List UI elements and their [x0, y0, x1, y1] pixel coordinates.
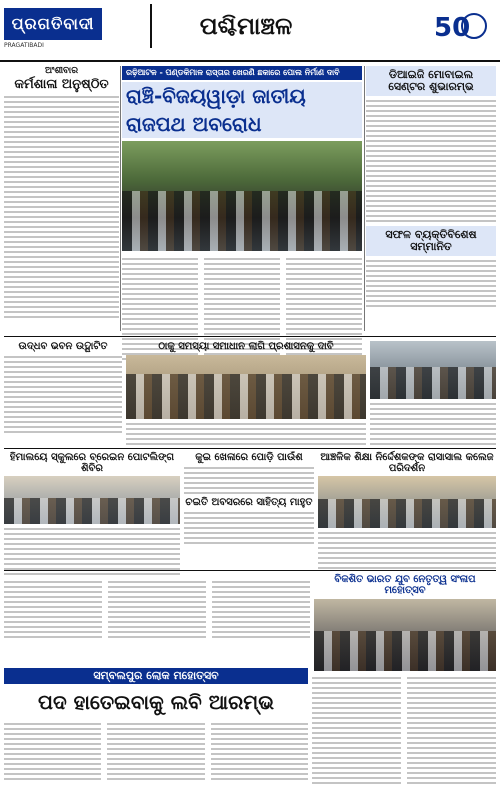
right-story-body [366, 100, 496, 222]
masthead [0, 0, 500, 62]
college-visit-photo[interactable] [318, 476, 496, 528]
left-story-body [4, 96, 119, 318]
bottom-right-story [312, 670, 496, 782]
blockade-photo[interactable] [122, 141, 362, 251]
edition-title: ପଶ୍ଚିମାଞ୍ଚଳ [150, 4, 340, 48]
logo-subtitle: PRAGATIBADI [4, 42, 44, 49]
row-three [4, 448, 496, 568]
svg-text:50: 50 [434, 13, 471, 43]
bottom-story-body [4, 720, 308, 782]
newspaper-logo[interactable]: ପ୍ରଗତିବାଦୀ [4, 8, 102, 40]
fire-story [184, 452, 314, 547]
demand-photo[interactable] [126, 355, 366, 419]
college-visit-story [318, 452, 496, 572]
felicitation-photo[interactable] [370, 341, 496, 399]
demand-headline[interactable]: ଠାକୁ ସମସ୍ୟା ସମାଧାନ ଲାଗି ପ୍ରଶାସନକୁ ଦାବି [158, 341, 334, 352]
row4-left-text [4, 574, 310, 641]
brain-camp-photo[interactable] [4, 476, 180, 524]
demand-story [126, 341, 366, 448]
uddhab-headline[interactable]: ଉଦ୍ଧବ ଭବନ ଉଦ୍ଘାଟିତ [18, 341, 108, 352]
left-story [4, 66, 119, 331]
college-visit-headline[interactable]: ଆଞ୍ଚଳିକ ଶିକ୍ଷା ନିର୍ଦ୍ଦେଶକଙ୍କ ରାସାସାଲ କଲେଜ ପରିଦର୍ଶନ [320, 452, 494, 474]
anniversary-logo-icon [430, 6, 490, 46]
sambalpur-festival-strip: ସମ୍ବଲପୁର ଲୋକ ମହୋତ୍ସବ [4, 668, 308, 684]
youth-dialogue-story [314, 574, 496, 671]
youth-dialogue-headline[interactable]: ବିକଶିତ ଭାରତ ଯୁବ ନେତୃତ୍ୱ ସଂଳାପ ମହୋତ୍ସବ [334, 574, 476, 596]
brain-camp-story [4, 452, 180, 578]
youth-dialogue-photo[interactable] [314, 599, 496, 671]
column-divider [120, 66, 121, 331]
chaiti-headline[interactable]: ଚଇତି ଅବସରରେ ସାହିତ୍ୟ ମାହୁତ [185, 497, 313, 508]
column-divider [364, 66, 365, 331]
row-four [4, 570, 496, 666]
main-story-kicker: ରଢ଼ିଆଟଳ - ପଣ୍ଡକିମାଳ ରାସ୍ତାର ଖେରଣି ଛକାରେ ପୋଲ ନିର୍ମାଣ ଦାବି [122, 66, 362, 80]
row-two [4, 336, 496, 446]
main-story [122, 66, 362, 363]
left-story-headline[interactable]: କର୍ମଶାଳା ଅନୁଷ୍ଠିତ [14, 77, 109, 92]
fire-headline[interactable]: କୁଇ ଖେଳାରେ ପୋଡ଼ି ପାଉଁଶ [195, 452, 303, 463]
right-story [366, 66, 496, 331]
right-row2-story [370, 341, 496, 448]
brain-camp-headline[interactable]: ହିମାଲୟେ ସ୍କୁଲରେ ବ୍ରେଇନ ପୋଟଲିଙ୍ଗ ଶିବିର [9, 452, 175, 474]
right-story-headline[interactable]: ଡିଆଇଜି ମୋବାଇଲ ସେଣ୍ଟର ଶୁଭାରମ୍ଭ [366, 66, 496, 96]
bottom-headline[interactable]: ପଦ ହାତେଇବାକୁ ଲବି ଆରମ୍ଭ [38, 690, 274, 714]
uddhab-story [4, 341, 122, 436]
right-story2-body [366, 260, 496, 307]
main-story-headline[interactable]: ରାଞ୍ଚି-ବିଜୟୱାଡ଼ା ଜାତୀୟ ରାଜପଥ ଅବରୋଧ [122, 82, 362, 138]
right-story2-headline[interactable]: ସଫଳ ବ୍ୟକ୍ତିବିଶେଷ ସମ୍ମାନିତ [366, 226, 496, 256]
left-story-kicker: ଅଂଶୀବାର [44, 66, 79, 76]
